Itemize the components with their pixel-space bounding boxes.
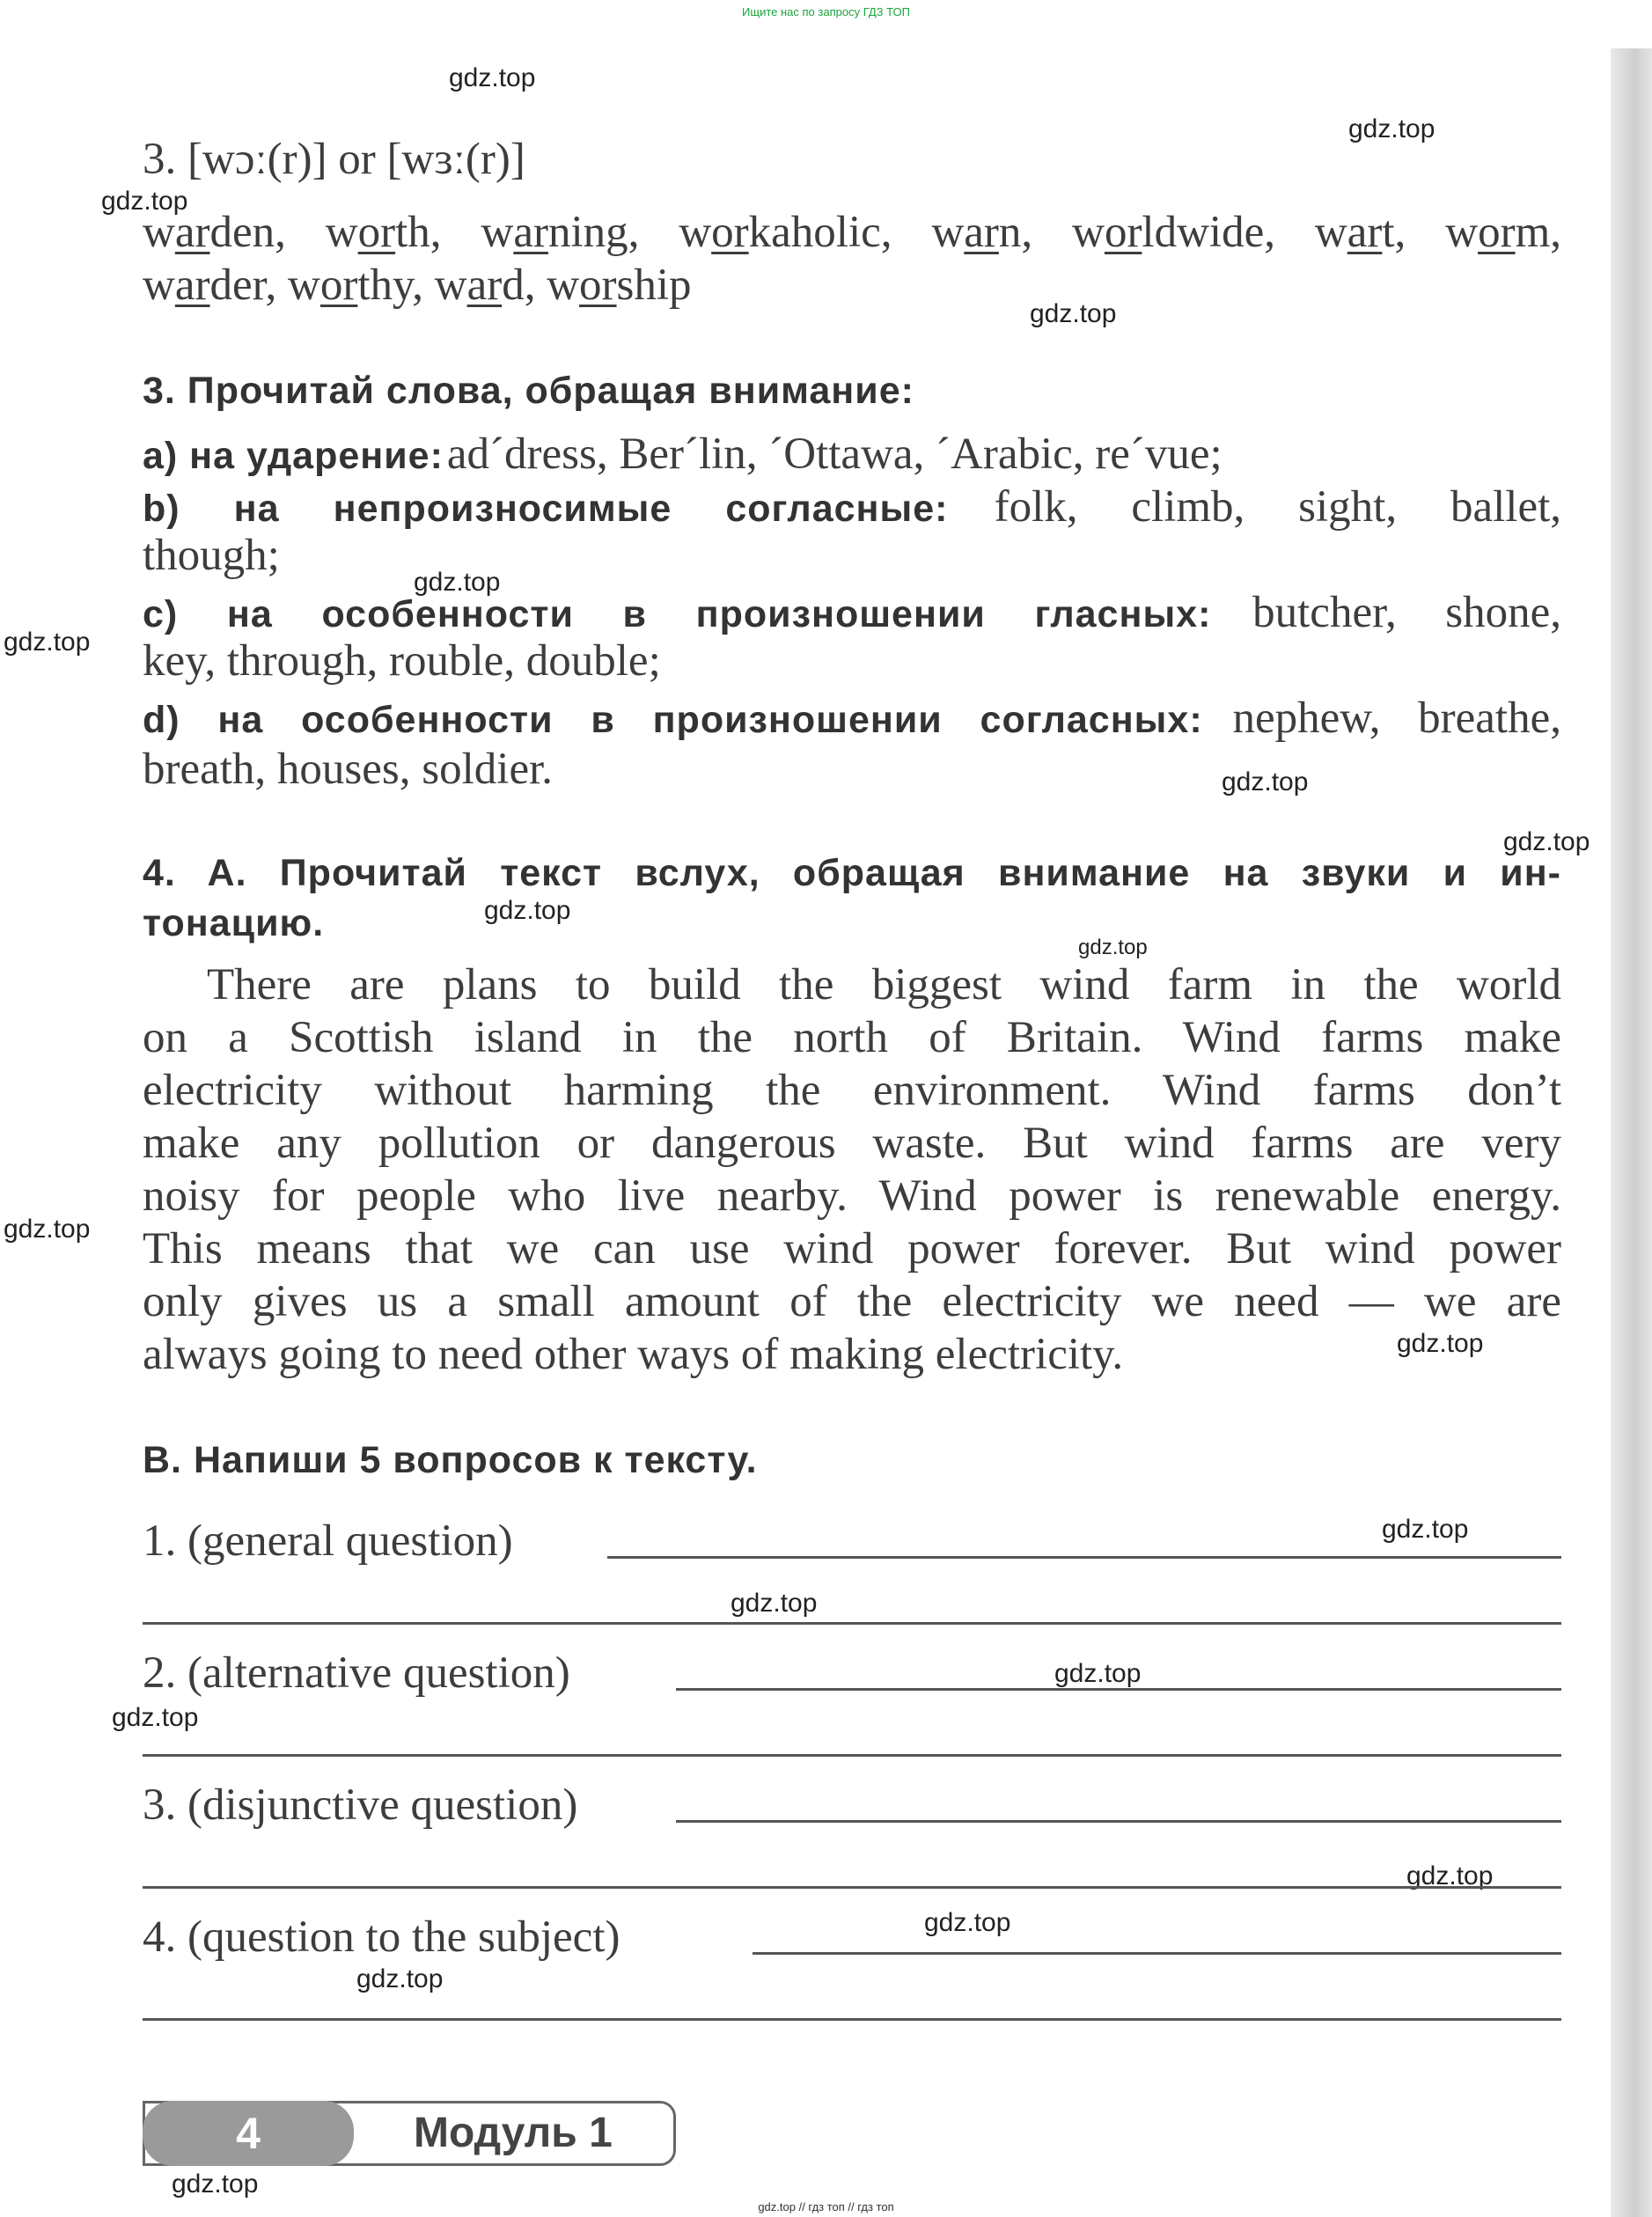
watermark: gdz.top	[924, 1908, 1011, 1937]
question-label: 3. (disjunctive question)	[143, 1780, 578, 1830]
paragraph-line: make any pollution or dangerous waste. But wind farms are very	[143, 1119, 1561, 1168]
watermark: gdz.top	[1222, 767, 1309, 797]
task3-a	[143, 429, 1222, 480]
paragraph-line: noisy for people who live nearby. Wind power is renewable energy.	[143, 1171, 1561, 1221]
watermark: gdz.top	[1503, 827, 1590, 856]
watermark: gdz.top	[1054, 1659, 1142, 1688]
watermark: gdz.top	[1382, 1515, 1469, 1544]
page-number: 4	[143, 2101, 354, 2166]
answer-line[interactable]	[143, 1622, 1561, 1625]
task3-c-text: butcher, shone,	[1252, 588, 1561, 637]
question-label: 2. (alternative question)	[143, 1648, 570, 1698]
task3-c	[143, 587, 1561, 638]
answer-line[interactable]	[143, 1754, 1561, 1757]
answer-line[interactable]	[676, 1820, 1561, 1823]
bottom-note: gdz.top // гдз топ // гдз топ	[758, 2200, 894, 2213]
paragraph-line: electricity without harming the environment. Wind farms don’t	[143, 1066, 1561, 1115]
watermark: gdz.top	[1078, 936, 1148, 959]
task3-d	[143, 693, 1561, 744]
paragraph-line: always going to need other ways of making electricity.	[143, 1330, 1124, 1379]
task3-d-text: nephew, breathe,	[1232, 694, 1561, 743]
task3-title: 3. Прочитай слова, обращая внимание:	[143, 370, 914, 412]
task3-b-cont: though;	[143, 531, 280, 580]
watermark: gdz.top	[172, 2169, 259, 2199]
word-line-1: warden, worth, warning, workaholic, warn, worldwide, wart, worm,	[143, 208, 1561, 257]
paragraph-line: There are plans to build the biggest wind farm in the world	[207, 960, 1561, 1009]
watermark: gdz.top	[1397, 1329, 1484, 1358]
watermark: gdz.top	[112, 1703, 199, 1732]
task3-a-text: ad´dress, Ber´lin, ´Ottawa, ´Arabic, re´vue;	[446, 429, 1222, 479]
task3-a-label: a) на ударение:	[143, 435, 444, 477]
top-search-note: Ищите нас по запросу ГДЗ ТОП	[742, 5, 910, 18]
task3-d-label: d) на особенности в произношении согласных:	[143, 699, 1203, 741]
paragraph-line: only gives us a small amount of the electricity we need — we are	[143, 1277, 1561, 1326]
watermark: gdz.top	[1406, 1861, 1494, 1890]
word-line-2: warder, worthy, ward, worship	[143, 261, 692, 310]
answer-line[interactable]	[607, 1556, 1561, 1559]
watermark: gdz.top	[1030, 299, 1117, 328]
watermark: gdz.top	[484, 896, 571, 925]
module-label: Модуль 1	[414, 2110, 613, 2156]
task4-title-line2: тонацию.	[143, 902, 325, 944]
phonetic-heading: 3. [wɔː(r)] or [wɜː(r)]	[143, 135, 525, 184]
page-edge-shadow	[1611, 48, 1652, 2217]
task3-b-text: folk, climb, sight, ballet,	[994, 482, 1562, 532]
task3-c-label: c) на особенности в произношении гласных:	[143, 593, 1212, 635]
task3-b-label: b) на непроизносимые согласные:	[143, 488, 949, 530]
watermark: gdz.top	[414, 568, 501, 597]
answer-line[interactable]	[753, 1952, 1561, 1955]
watermark: gdz.top	[101, 187, 188, 216]
task3-d-cont: breath, houses, soldier.	[143, 745, 553, 794]
task3-c-cont: key, through, rouble, double;	[143, 636, 661, 686]
answer-line[interactable]	[676, 1688, 1561, 1691]
watermark: gdz.top	[4, 1215, 91, 1244]
question-label: 1. (general question)	[143, 1516, 513, 1566]
answer-line[interactable]	[143, 2018, 1561, 2021]
answer-line[interactable]	[143, 1886, 1561, 1889]
task3-b	[143, 481, 1561, 532]
watermark: gdz.top	[356, 1964, 444, 1993]
watermark: gdz.top	[4, 628, 91, 657]
task4-title-line1: 4. A. Прочитай текст вслух, обращая внимание на звуки и ин-	[143, 852, 1561, 894]
watermark: gdz.top	[1348, 114, 1435, 143]
watermark: gdz.top	[731, 1589, 818, 1618]
question-label: 4. (question to the subject)	[143, 1912, 620, 1962]
task4-b-title: B. Напиши 5 вопросов к тексту.	[143, 1439, 758, 1481]
watermark: gdz.top	[449, 63, 536, 92]
paragraph-line: This means that we can use wind power forever. But wind power	[143, 1224, 1561, 1274]
paragraph-line: on a Scottish island in the north of Britain. Wind farms make	[143, 1013, 1561, 1062]
